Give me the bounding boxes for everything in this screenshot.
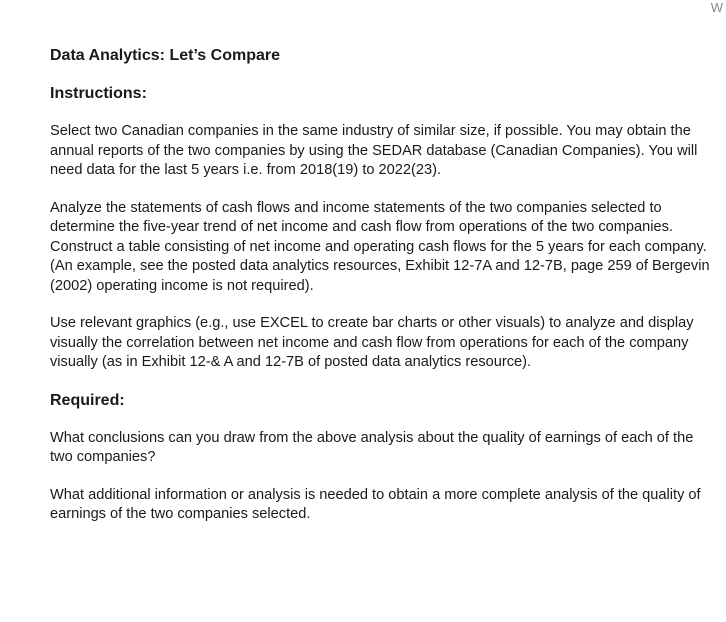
document-body [50, 46, 710, 543]
instructions-paragraph-2: Analyze the statements of cash flows and income statements of the two companies selected to determine the five-year trend of net income and cash flow from operations of the two companies. Construct a table consisting of net income and operating cash flows for the 5 years for each company. (An example, see the posted data analytics resources, Exhibit 12-7A and 12-7B, page 259 of Bergevin (2002) operating income is not required). [50, 199, 710, 294]
instructions-paragraph-3: Use relevant graphics (e.g., use EXCEL to create bar charts or other visuals) to analyze and display visually the correlation between net income and cash flow from operations for each of the company visually (as in Exhibit 12-& A and 12-7B of posted data analytics resource). [50, 315, 694, 370]
required-paragraph-2: What additional information or analysis is needed to obtain a more complete analysis of the quality of earnings of the two companies selected. [50, 486, 701, 522]
required-heading: Required: [50, 391, 125, 409]
instructions-heading: Instructions: [50, 85, 147, 102]
corner-mark: W [710, 0, 724, 15]
required-paragraph-1: What conclusions can you draw from the above analysis about the quality of earnings of each of the two companies? [50, 429, 694, 465]
document-title: Data Analytics: Let’s Compare [50, 47, 280, 64]
instructions-paragraph-1: Select two Canadian companies in the same industry of similar size, if possible. You may obtain the annual reports of the two companies by using the SEDAR database (Canadian Companies). You will need data for the last 5 years i.e. from 2018(19) to 2022(23). [50, 123, 698, 178]
